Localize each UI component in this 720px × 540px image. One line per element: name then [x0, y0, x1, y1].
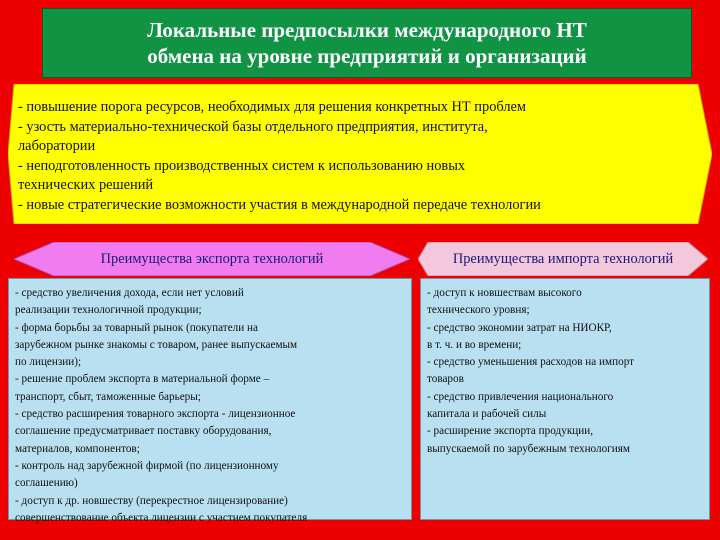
export-panel — [8, 278, 412, 524]
slide-title — [147, 17, 587, 69]
export-line: реализации технологичной продукции; — [15, 304, 202, 317]
export-line: - средство увеличения дохода, если нет условий — [15, 287, 244, 299]
import-line: - средство уменьшения расходов на импорт — [427, 356, 635, 369]
title-box — [42, 8, 692, 78]
import-line: капитала и рабочей силы — [427, 408, 547, 421]
precondition-line: технических решений — [18, 177, 154, 193]
precondition-line: - неподготовленность производственных систем к использованию новых — [18, 157, 466, 174]
import-line: товаров — [427, 373, 464, 386]
precondition-line: лаборатории — [18, 138, 96, 154]
export-line: - форма борьбы за товарный рынок (покупатели на — [15, 321, 258, 334]
export-line: - средство расширения товарного экспорта - лицензионное — [15, 408, 296, 421]
precondition-line: - повышение порога ресурсов, необходимых для решения конкретных НТ проблем — [18, 99, 527, 115]
export-line: зарубежном рынке знакомы с товаром, ранее выпускаемым — [15, 338, 298, 351]
import-line: выпускаемой по зарубежным технологиям — [427, 442, 630, 455]
export-line: по лицензии); — [15, 356, 82, 369]
preconditions-box — [8, 84, 712, 224]
export-header — [14, 242, 410, 276]
title-line-1: Локальные предпосылки международного НТ — [147, 18, 587, 42]
export-line: - решение проблем экспорта в материальной форме – — [15, 373, 270, 386]
precondition-line: - узость материально-технической базы отдельного предприятия, института, — [18, 118, 488, 135]
export-line: транспорт, сбыт, таможенные барьеры; — [15, 390, 201, 403]
import-line: технического уровня; — [427, 304, 530, 317]
export-line: совершенствование объекта лицензии с участием покупателя — [15, 511, 308, 524]
import-line: - средство экономии затрат на НИОКР, — [427, 321, 612, 334]
import-header — [418, 242, 708, 276]
precondition-line: - новые стратегические возможности участия в международной передаче технологии — [18, 196, 541, 213]
export-line: соглашение предусматривает поставку оборудования, — [15, 425, 272, 438]
import-line: - расширение экспорта продукции, — [427, 425, 594, 438]
import-line: - средство привлечения национального — [427, 390, 614, 403]
title-line-2: обмена на уровне предприятий и организаций — [147, 44, 587, 68]
import-line: - доступ к новшествам высокого — [427, 287, 582, 299]
export-line: - контроль над зарубежной фирмой (по лицензионному — [15, 459, 279, 472]
preconditions-list — [18, 98, 688, 215]
export-line: - доступ к др. новшеству (перекрестное лицензирование) — [15, 494, 288, 507]
export-header-label: Преимущества экспорта технологий — [100, 250, 324, 267]
export-line: материалов, компонентов; — [15, 442, 140, 455]
export-line: соглашению) — [15, 477, 78, 490]
import-panel — [420, 278, 710, 520]
import-line: в т. ч. и во времени; — [427, 338, 522, 351]
import-header-label: Преимущества импорта технологий — [452, 250, 674, 267]
